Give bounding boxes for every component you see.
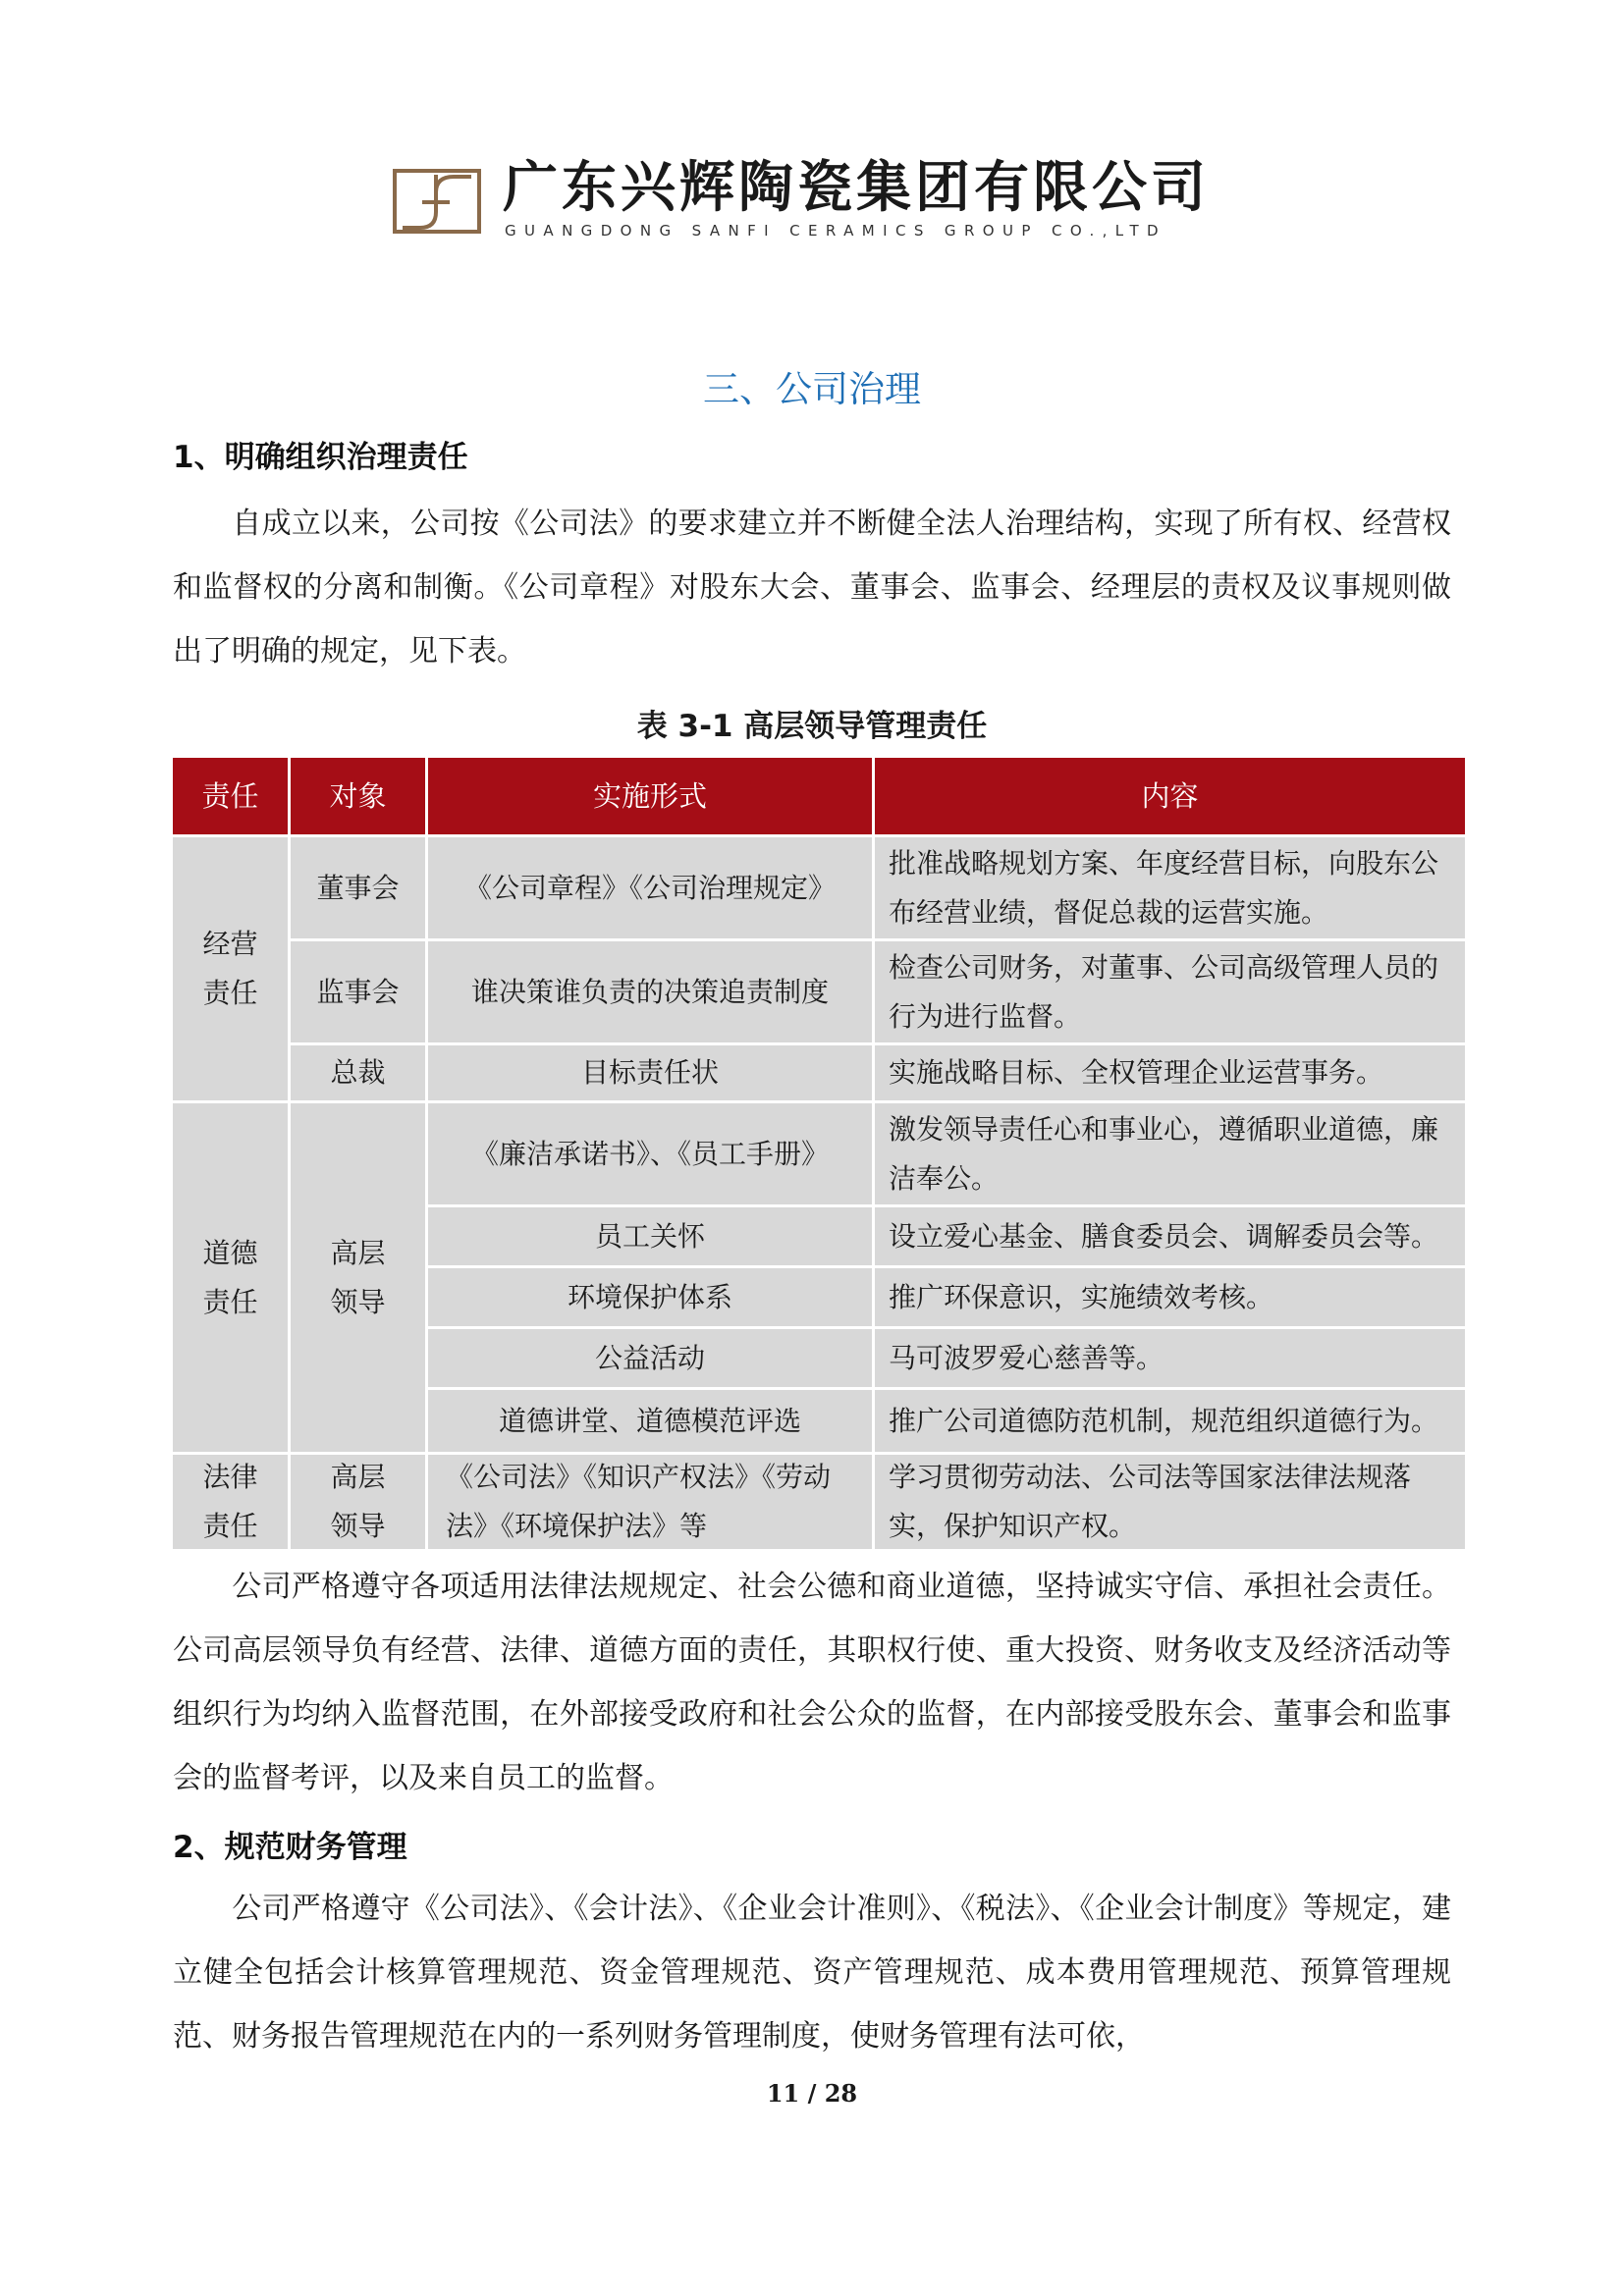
- content-cell: [875, 837, 1465, 938]
- subsection-heading-finance: 2、规范财务管理: [173, 1830, 407, 1865]
- paragraph-finance: [173, 1877, 1451, 2068]
- form-text: 《公司法》《知识产权法》《劳动法》《环境保护法》等: [446, 1461, 832, 1542]
- responsibility-cell-legal: [173, 1455, 288, 1549]
- content-cell: [875, 1390, 1465, 1452]
- responsibility-label: 道德 责任: [202, 1236, 258, 1318]
- content-text: 学习贯彻劳动法、公司法等国家法律法规落实，保护知识产权。: [889, 1461, 1412, 1542]
- target-label: 高层 领导: [330, 1236, 386, 1318]
- content-cell: [875, 1268, 1465, 1326]
- form-cell: 公益活动: [428, 1329, 872, 1387]
- responsibility-table: [173, 758, 1465, 1549]
- form-cell: 目标责任状: [428, 1045, 872, 1100]
- target-cell: 董事会: [291, 837, 425, 938]
- content-cell: [875, 941, 1465, 1042]
- form-cell: 道德讲堂、道德模范评选: [428, 1390, 872, 1452]
- page-number: 11 / 28: [766, 2079, 858, 2108]
- content-text: 设立爱心基金、膳食委员会、调解委员会等。: [889, 1219, 1439, 1253]
- sanfi-logo-icon: [393, 169, 481, 234]
- content-cell: [875, 1045, 1465, 1100]
- form-cell: 员工关怀: [428, 1207, 872, 1265]
- target-cell-senior-leaders: [291, 1103, 425, 1452]
- paragraph-oversight-text: 公司严格遵守各项适用法律法规规定、社会公德和商业道德，坚持诚实守信、承担社会责任。公司高层领导负有经营、法律、道德方面的责任，其职权行使、重大投资、财务收支及经济活动等组织行为均纳入监督范围，在外部接受政府和社会公众的监督，在内部接受股东会、董事会和监事会的监督考评，以及来自员工的监督。: [173, 1570, 1451, 1795]
- company-name-cn: 广东兴辉陶瓷集团有限公司: [503, 156, 1210, 220]
- form-cell: 《公司章程》《公司治理规定》: [428, 837, 872, 938]
- content-text: 推广环保意识，实施绩效考核。: [889, 1280, 1274, 1313]
- table-caption: 表 3-1 高层领导管理责任: [636, 709, 988, 744]
- paragraph-finance-text: 公司严格遵守《公司法》、《会计法》、《企业会计准则》、《税法》、《企业会计制度》等规定，建立健全包括会计核算管理规范、资金管理规范、资产管理规范、成本费用管理规范、预算管理规范、财务报告管理规范在内的一系列财务管理制度，使财务管理有法可依，: [173, 1892, 1451, 2054]
- company-logo: [393, 157, 1247, 240]
- paragraph-oversight: [173, 1555, 1451, 1810]
- responsibility-label: 法律 责任: [202, 1461, 258, 1542]
- content-cell: [875, 1455, 1465, 1549]
- paragraph-governance-text: 自成立以来，公司按《公司法》的要求建立并不断健全法人治理结构，实现了所有权、经营权和监督权的分离和制衡。《公司章程》对股东大会、董事会、监事会、经理层的责权及议事规则做出了明确的规定，见下表。: [173, 507, 1451, 668]
- table-header-target: 对象: [291, 758, 425, 834]
- content-text: 检查公司财务，对董事、公司高级管理人员的行为进行监督。: [889, 950, 1439, 1033]
- responsibility-cell-business: [173, 837, 288, 1100]
- company-name-en: GUANGDONG SANFI CERAMICS GROUP CO.,LTD: [505, 222, 1166, 240]
- content-text: 批准战略规划方案、年度经营目标，向股东公布经营业绩，督促总裁的运营实施。: [889, 846, 1439, 929]
- responsibility-label: 经营 责任: [202, 928, 258, 1009]
- target-cell-senior-leaders: [291, 1455, 425, 1549]
- table-header-responsibility: 责任: [173, 758, 288, 834]
- content-text: 推广公司道德防范机制，规范组织道德行为。: [889, 1404, 1439, 1437]
- target-cell: 总裁: [291, 1045, 425, 1100]
- content-text: 激发领导责任心和事业心，遵循职业道德，廉洁奉公。: [889, 1112, 1439, 1195]
- section-title: 三、公司治理: [703, 368, 921, 410]
- content-cell: [875, 1329, 1465, 1387]
- target-label: 高层 领导: [330, 1461, 386, 1542]
- content-text: 实施战略目标、全权管理企业运营事务。: [889, 1056, 1384, 1089]
- form-cell: 《廉洁承诺书》、《员工手册》: [428, 1103, 872, 1204]
- paragraph-governance: [173, 492, 1451, 683]
- form-cell: [428, 1455, 872, 1549]
- form-cell: 环境保护体系: [428, 1268, 872, 1326]
- target-cell: 监事会: [291, 941, 425, 1042]
- table-header-content: 内容: [875, 758, 1465, 834]
- content-text: 马可波罗爱心慈善等。: [889, 1341, 1164, 1374]
- responsibility-cell-ethics: [173, 1103, 288, 1452]
- subsection-heading-governance: 1、明确组织治理责任: [173, 440, 468, 475]
- content-cell: [875, 1103, 1465, 1204]
- form-cell: 谁决策谁负责的决策追责制度: [428, 941, 872, 1042]
- table-header-form: 实施形式: [428, 758, 872, 834]
- content-cell: [875, 1207, 1465, 1265]
